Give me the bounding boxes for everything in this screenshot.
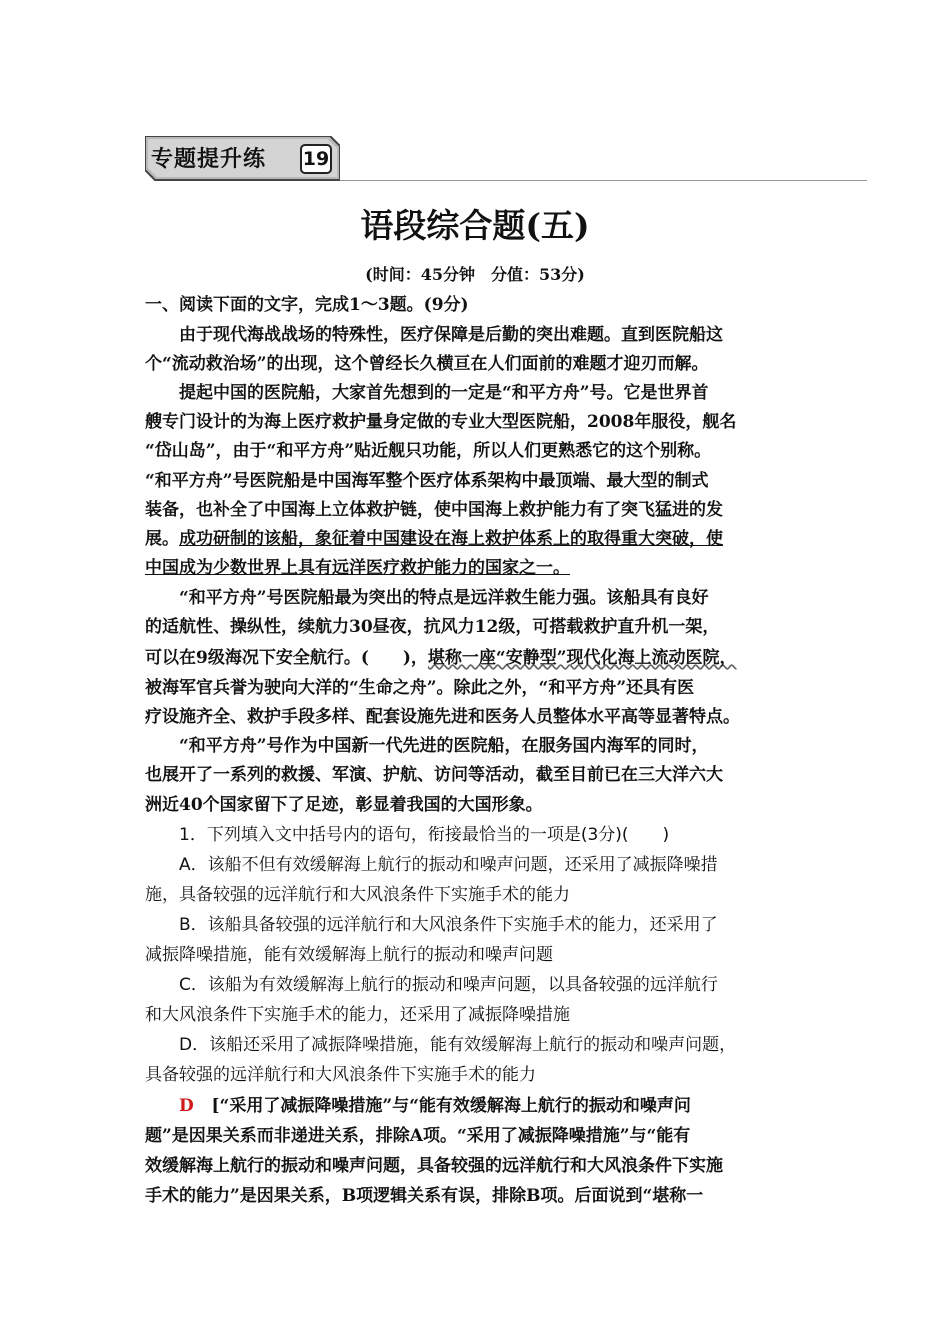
- passage-line: [145, 524, 723, 554]
- passage-line: 洲近40个国家留下了足迹，彰显着我国的大国形象。: [145, 795, 543, 815]
- passage-line: 提起中国的医院船，大家首先想到的一定是“和平方舟”号。它是世界首: [179, 383, 709, 403]
- passage-line: “和平方舟”号作为中国新一代先进的医院船，在服务国内海军的同时，: [179, 736, 709, 756]
- option-d: D．该船还采用了减振降噪措施，能有效缓解海上航行的振动和噪声问题，: [179, 1035, 737, 1055]
- explanation-line: 手术的能力”是因果关系，B项逻辑关系有误，排除B项。后面说到“堪称一: [145, 1186, 704, 1206]
- section-heading: 一、阅读下面的文字，完成1～3题。(9分): [145, 295, 469, 315]
- passage-line: 的适航性、操纵性，续航力30昼夜，抗风力12级，可搭载救护直升机一架，: [145, 617, 720, 637]
- passage-line: “和平方舟”号医院船最为突出的特点是远洋救生能力强。该船具有良好: [179, 588, 709, 608]
- option-b: B．该船具备较强的远洋航行和大风浪条件下实施手术的能力，还采用了: [179, 915, 718, 935]
- passage-line: 装备，也补全了中国海上立体救护链，使中国海上救护能力有了突飞猛进的发: [145, 500, 723, 520]
- answer-letter: D: [179, 1096, 194, 1116]
- option-a-cont: 施，具备较强的远洋航行和大风浪条件下实施手术的能力: [145, 885, 570, 905]
- passage-line: 被海军官兵誉为驶向大洋的“生命之舟”。除此之外，“和平方舟”还具有医: [145, 678, 695, 698]
- explanation-line: 题”是因果关系而非递进关系，排除A项。“采用了减振降噪措施”与“能有: [145, 1126, 691, 1146]
- passage-line: 也展开了一系列的救援、军演、护航、访问等活动，截至目前已在三大洋六大: [145, 765, 723, 785]
- option-c-cont: 和大风浪条件下实施手术的能力，还采用了减振降噪措施: [145, 1005, 570, 1025]
- badge-label: 专题提升练: [151, 147, 267, 172]
- badge-number: 19: [300, 144, 332, 174]
- passage-line: “岱山岛”，由于“和平方舟”贴近舰只功能，所以人们更熟悉它的这个别称。: [145, 441, 712, 461]
- option-a: A．该船不但有效缓解海上航行的振动和噪声问题，还采用了减振降噪措: [179, 855, 718, 875]
- exam-meta: (时间：45分钟 分值：53分): [365, 265, 585, 284]
- blank-fill-sentence: 可以在9级海况下安全航行。( )，: [145, 648, 428, 668]
- practice-badge: [145, 136, 340, 180]
- underlined-sentence: 成功研制的该船，象征着中国建设在海上救护体系上的取得重大突破，使: [179, 529, 723, 549]
- passage-line: 由于现代海战战场的特殊性，医疗保障是后勤的突出难题。直到医院船这: [179, 325, 723, 345]
- option-c: C．该船为有效缓解海上航行的振动和噪声问题，以具备较强的远洋航行: [179, 975, 718, 995]
- explanation-line: 效缓解海上航行的振动和噪声问题，具备较强的远洋航行和大风浪条件下实施: [145, 1156, 723, 1176]
- underlined-sentence-end: 中国成为少数世界上具有远洋医疗救护能力的国家之一。: [145, 558, 570, 578]
- passage-line: “和平方舟”号医院船是中国海军整个医疗体系架构中最顶端、最大型的制式: [145, 471, 709, 491]
- passage-line: [145, 643, 736, 673]
- option-d-cont: 具备较强的远洋航行和大风浪条件下实施手术的能力: [145, 1065, 536, 1085]
- header-rule: [340, 180, 867, 181]
- page-title: 语段综合题(五): [360, 206, 590, 245]
- passage-line: 疗设施齐全、救护手段多样、配套设施先进和医务人员整体水平高等显著特点。: [145, 707, 740, 727]
- passage-line: 个“流动救治场”的出现，这个曾经长久横亘在人们面前的难题才迎刃而解。: [145, 354, 709, 374]
- passage-fragment: 展。: [145, 529, 179, 549]
- explanation-line: [“采用了减振降噪措施”与“能有效缓解海上航行的振动和噪声问: [211, 1096, 691, 1116]
- section-header: [145, 136, 867, 182]
- question-stem: 1．下列填入文中括号内的语句，衔接最恰当的一项是(3分)( ): [179, 825, 670, 845]
- passage-line: 艘专门设计的为海上医疗救护量身定做的专业大型医院船，2008年服役，舰名: [145, 412, 737, 432]
- wavy-underlined-phrase: 堪称一座“安静型”现代化海上流动医院，: [427, 648, 737, 668]
- answer-line: [145, 1091, 691, 1121]
- option-b-cont: 减振降噪措施，能有效缓解海上航行的振动和噪声问题: [145, 945, 553, 965]
